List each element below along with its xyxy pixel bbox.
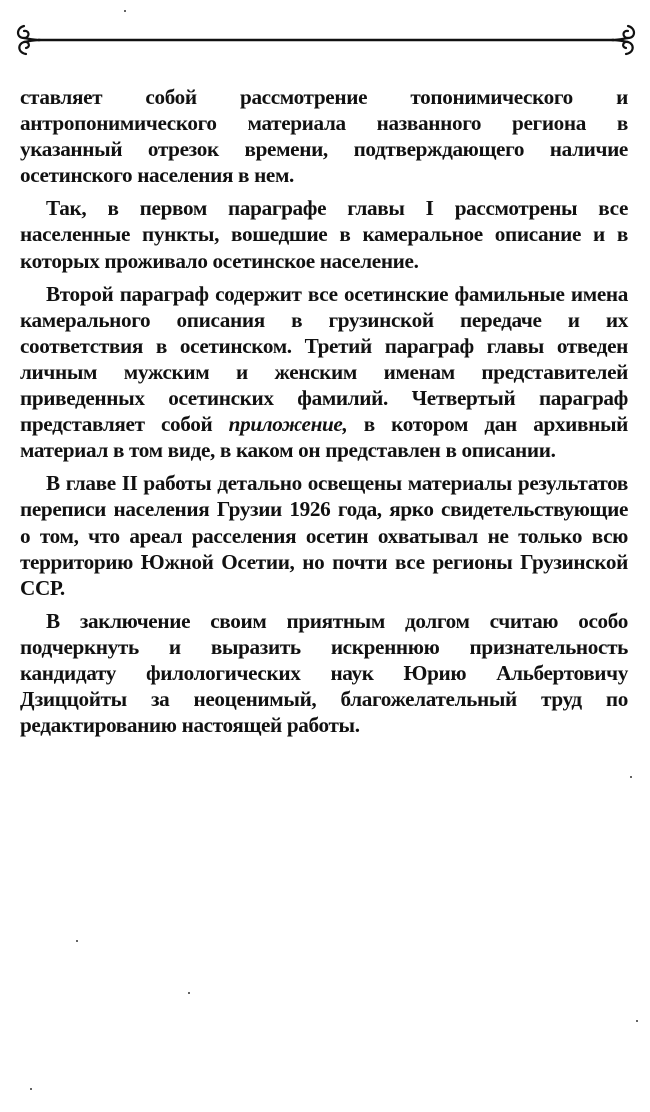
- paragraph-3-text-after: в котором дан архивный материал в том виде, в каком он представлен в описании.: [20, 412, 628, 463]
- paragraph-3-text: Второй параграф содержит все осетинские фамильные имена камерального описания в грузинской передаче и их соответствия в осетинском. Третий параграф главы отведен личным мужским и женским именам представителей приведенных осетинских фамилий. Четвертый параграф представляет собой: [20, 281, 628, 437]
- scroll-ornament-icon: [612, 26, 634, 54]
- paragraph-3-italic: приложение,: [228, 412, 348, 437]
- scan-speck: [630, 776, 632, 778]
- scan-speck: [76, 940, 78, 942]
- scan-speck: [636, 1020, 638, 1022]
- scan-speck: [188, 992, 190, 994]
- paragraph-1: ставляет собой рассмотрение топонимического и антропонимического материала названного региона в указанный отрезок времени, подтверждающего наличие осетинского населения в нем.: [20, 85, 628, 188]
- paragraph-5: В заключение своим приятным долгом считаю особо подчеркнуть и выразить искреннюю признательность кандидату филологических наук Юрию Альбертовичу Дзиццойты за неоценимый, благожелательный труд по редактированию настоящей работы.: [20, 608, 628, 738]
- scroll-ornament-icon: [18, 26, 40, 54]
- body-text: [20, 84, 628, 745]
- paragraph-4: В главе II работы детально освещены материалы результатов переписи населения Грузии 1926 года, ярко свидетельствующие о том, что ареал расселения осетин охватывал не только всю территорию Южной Осетии, но почти все регионы Грузинской ССР.: [20, 471, 628, 600]
- scan-speck: [30, 1088, 32, 1090]
- scan-speck: [124, 10, 126, 12]
- header-ornament-rule: [14, 20, 638, 60]
- paragraph-2: Так, в первом параграфе главы I рассмотрены все населенные пункты, вошедшие в камеральное описание и в которых проживало осетинское население.: [20, 196, 628, 273]
- paragraph-3: [20, 281, 628, 464]
